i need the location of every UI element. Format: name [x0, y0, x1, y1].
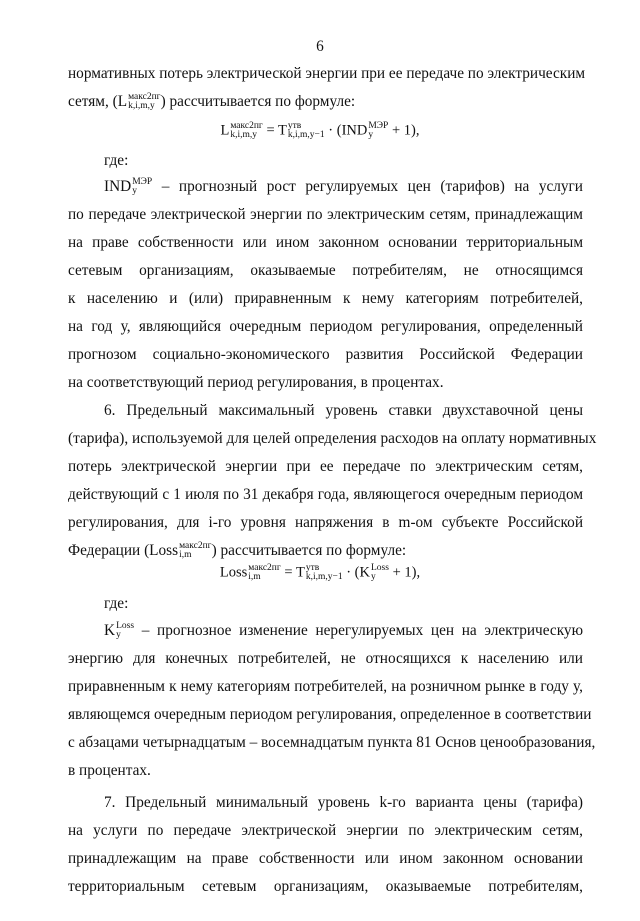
- sub-sup: [371, 564, 389, 582]
- text-line: (тарифа), используемой для целей определения расходов на оплату нормативных: [68, 430, 597, 447]
- text-fragment: Федерации (Loss: [68, 542, 179, 559]
- text-line: на соответствующий период регулирования, в процентах.: [68, 374, 444, 391]
- where-label: где:: [104, 152, 129, 169]
- sub-sup: [116, 622, 134, 640]
- text-line: энергию для конечных потребителей, не относящихся к населению или: [68, 650, 583, 667]
- sub-sup: [128, 93, 161, 111]
- text-fragment: сетям, (L: [68, 93, 128, 110]
- subscript: i,m: [179, 550, 192, 561]
- text-line: в процентах.: [68, 762, 151, 779]
- text-line: с абзацами четырнадцатым – восемнадцатым пункта 81 Основ ценообразования,: [68, 734, 596, 751]
- formula-symbol: L: [220, 122, 230, 139]
- subscript: k,i,m,y−1: [287, 130, 325, 140]
- superscript: МЭР: [368, 121, 389, 131]
- formula-symbol: T: [278, 122, 287, 139]
- formula-operator: =: [280, 564, 296, 581]
- superscript: макс2пг: [179, 541, 212, 552]
- subscript: k,i,m,y−1: [305, 572, 343, 582]
- text-line: [104, 621, 583, 641]
- text-line: к населению и (или) приравненным к нему категориям потребителей,: [68, 290, 583, 307]
- text-line: 6. Предельный максимальный уровень ставки двухставочной цены: [104, 402, 583, 419]
- superscript: макс2пг: [128, 92, 161, 103]
- superscript: утв: [305, 563, 320, 573]
- formula-operator: =: [262, 122, 279, 139]
- text-fragment: ): [160, 93, 166, 110]
- text-line: являющемся очередным периодом регулирования, определенное в соответствии: [68, 706, 592, 723]
- where-label: где:: [104, 595, 129, 612]
- formula-operator: + 1),: [388, 564, 421, 581]
- text-line: потерь электрической энергии при ее передаче по электрическим сетям,: [68, 458, 583, 475]
- formula-operator: · (: [342, 564, 360, 581]
- superscript: утв: [287, 121, 302, 131]
- text-line: действующий с 1 июля по 31 декабря года, являющегося очередным периодом: [68, 486, 583, 503]
- text-line: [68, 92, 583, 112]
- subscript: y: [132, 186, 137, 197]
- text-line: нормативных потерь электрической энергии при ее передаче по электрическим: [68, 65, 586, 82]
- text-line: по передаче электрической энергии по электрическим сетям, принадлежащим: [68, 206, 583, 223]
- formula-symbol: K: [359, 564, 370, 581]
- text-fragment: – прогнозное изменение нерегулируемых цен на электрическую: [141, 622, 583, 639]
- sub-sup: [248, 564, 281, 582]
- sub-sup: [179, 542, 212, 560]
- subscript: y: [371, 572, 376, 582]
- formula-1: [0, 122, 640, 140]
- text-line: сетевым организациям, оказываемые потребителям, не относящимся: [68, 262, 583, 279]
- text-line: прогнозом социально-экономического развития Российской Федерации: [68, 346, 583, 363]
- text-line: принадлежащим на праве собственности или ином законном основании: [68, 850, 583, 867]
- superscript: МЭР: [132, 177, 153, 188]
- superscript: макс2пг: [230, 121, 263, 131]
- formula-symbol: Loss: [219, 564, 248, 581]
- text-line: [68, 541, 583, 561]
- page-number: 6: [316, 38, 324, 55]
- text-line: на услуги по передаче электрической энергии по электрическим сетям,: [68, 822, 583, 839]
- text-line: регулирования, для i-го уровня напряжения в m-ом субъекте Российской: [68, 514, 583, 531]
- text-line: территориальным сетевым организациям, оказываемые потребителям,: [68, 878, 583, 895]
- formula-operator: · (: [324, 122, 342, 139]
- text-line: на праве собственности или ином законном основании территориальным: [68, 234, 583, 251]
- text-fragment: рассчитывается по формуле:: [169, 93, 356, 110]
- subscript: k,i,m,y: [230, 130, 257, 140]
- formula-symbol: IND: [341, 122, 368, 139]
- formula-symbol: IND: [104, 178, 132, 195]
- subscript: k,i,m,y: [128, 101, 155, 112]
- superscript: макс2пг: [248, 563, 281, 573]
- sub-sup: [288, 122, 325, 140]
- subscript: y: [116, 630, 121, 641]
- formula-symbol: T: [295, 564, 305, 581]
- formula-symbol: K: [104, 622, 116, 639]
- superscript: Loss: [371, 563, 389, 573]
- superscript: Loss: [116, 621, 135, 632]
- formula-operator: + 1),: [388, 122, 420, 139]
- text-line: на год у, являющийся очередным периодом регулирования, определенный: [68, 318, 583, 335]
- text-fragment: – прогнозный рост регулируемых цен (тарифов) на услуги: [161, 178, 583, 195]
- sub-sup: [306, 564, 343, 582]
- subscript: i,m: [248, 572, 261, 582]
- text-fragment: ): [211, 542, 217, 559]
- formula-2: [0, 564, 640, 582]
- subscript: y: [368, 130, 374, 140]
- sub-sup: [368, 122, 388, 140]
- text-line: 7. Предельный минимальный уровень k-го варианта цены (тарифа): [104, 794, 583, 811]
- sub-sup: [230, 122, 263, 140]
- text-line: [104, 177, 583, 197]
- text-line: приравненным к нему категориям потребителей, на розничном рынке в году у,: [68, 678, 583, 695]
- text-fragment: рассчитывается по формуле:: [220, 542, 407, 559]
- sub-sup: [132, 178, 152, 196]
